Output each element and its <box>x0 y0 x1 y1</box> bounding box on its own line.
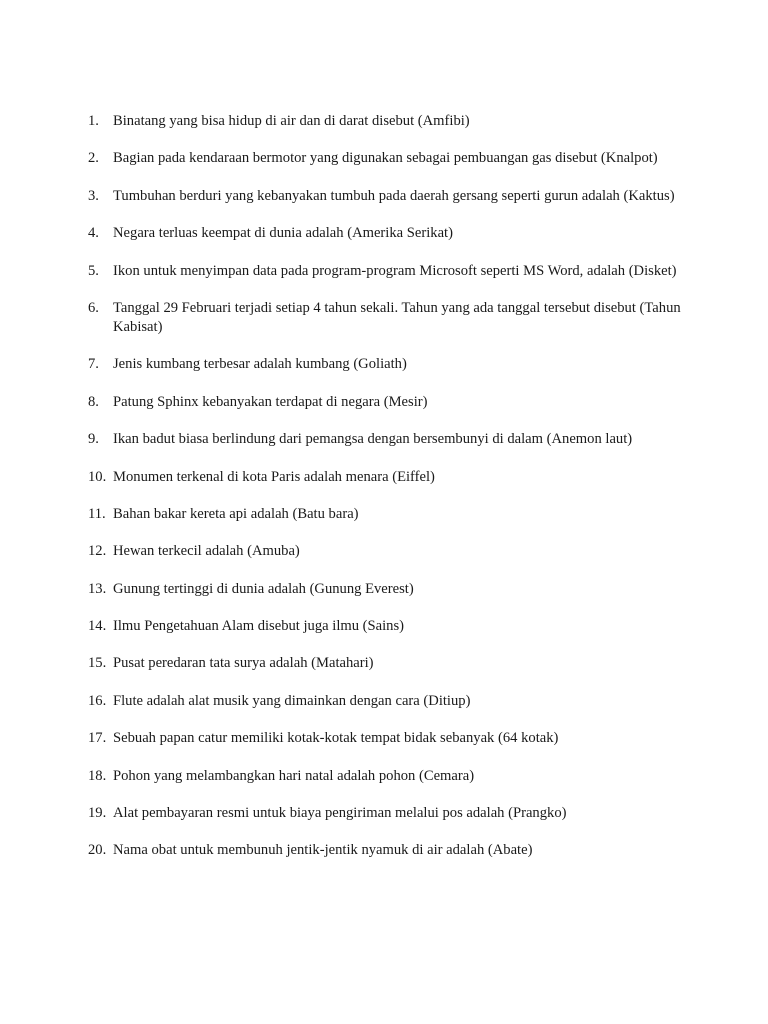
item-text: Negara terluas keempat di dunia adalah (Amerika Serikat) <box>113 225 453 242</box>
list-item <box>88 262 688 281</box>
item-text: Pohon yang melambangkan hari natal adalah pohon (Cemara) <box>113 767 475 784</box>
list-item <box>88 468 688 487</box>
item-text: Gunung tertinggi di dunia adalah (Gunung Everest) <box>113 580 414 597</box>
item-text: Bagian pada kendaraan bermotor yang digunakan sebagai pembuangan gas disebut (Knalpot) <box>113 150 658 167</box>
list-item <box>88 580 688 599</box>
list-item <box>88 654 688 673</box>
list-item <box>88 149 688 168</box>
item-number: 7. <box>88 356 99 373</box>
item-text: Hewan terkecil adalah (Amuba) <box>113 543 300 560</box>
item-number: 8. <box>88 393 99 410</box>
item-text: Ikon untuk menyimpan data pada program-program Microsoft seperti MS Word, adalah (Disket) <box>113 262 677 279</box>
item-number: 16. <box>88 692 107 709</box>
item-text: Monumen terkenal di kota Paris adalah menara (Eiffel) <box>113 468 435 485</box>
list-item <box>88 729 688 748</box>
item-number: 17. <box>88 730 107 747</box>
item-number: 3. <box>88 187 99 204</box>
item-number: 15. <box>88 655 107 672</box>
item-number: 9. <box>88 431 99 448</box>
item-text: Binatang yang bisa hidup di air dan di darat disebut (Amfibi) <box>113 113 470 129</box>
item-number: 4. <box>88 225 99 242</box>
question-answer-list <box>88 112 688 879</box>
item-number: 11. <box>88 505 106 522</box>
item-text: Alat pembayaran resmi untuk biaya pengiriman melalui pos adalah (Prangko) <box>113 805 567 822</box>
list-item <box>88 841 688 860</box>
list-item <box>88 224 688 243</box>
item-number: 18. <box>88 767 107 784</box>
list-item <box>88 617 688 636</box>
item-number: 13. <box>88 580 107 597</box>
list-item <box>88 299 688 337</box>
item-text: Nama obat untuk membunuh jentik-jentik nyamuk di air adalah (Abate) <box>113 842 533 859</box>
item-text: Pusat peredaran tata surya adalah (Matahari) <box>113 655 374 672</box>
item-text: Patung Sphinx kebanyakan terdapat di negara (Mesir) <box>113 393 428 410</box>
list-item <box>88 355 688 374</box>
item-text: Flute adalah alat musik yang dimainkan dengan cara (Ditiup) <box>113 692 471 709</box>
item-number: 19. <box>88 805 107 822</box>
item-text: Ikan badut biasa berlindung dari pemangsa dengan bersembunyi di dalam (Anemon laut) <box>113 431 633 448</box>
item-text: Bahan bakar kereta api adalah (Batu bara) <box>113 505 359 522</box>
item-number: 1. <box>88 113 99 129</box>
list-item <box>88 112 688 131</box>
item-number: 20. <box>88 842 107 859</box>
list-item <box>88 692 688 711</box>
item-text: Tumbuhan berduri yang kebanyakan tumbuh pada daerah gersang seperti gurun adalah (Kaktus) <box>113 187 675 204</box>
list-item <box>88 430 688 449</box>
item-text: Jenis kumbang terbesar adalah kumbang (Goliath) <box>113 356 407 373</box>
item-number: 12. <box>88 543 107 560</box>
list-item <box>88 187 688 206</box>
item-number: 6. <box>88 299 99 316</box>
item-number: 10. <box>88 468 107 485</box>
item-number: 2. <box>88 150 99 167</box>
list-item <box>88 393 688 412</box>
item-text: Tanggal 29 Februari terjadi setiap 4 tahun sekali. Tahun yang ada tanggal tersebut disebut (Tahun Kabisat) <box>113 299 681 335</box>
item-text: Sebuah papan catur memiliki kotak-kotak tempat bidak sebanyak (64 kotak) <box>113 730 559 747</box>
list-item <box>88 804 688 823</box>
list-item <box>88 767 688 786</box>
item-number: 14. <box>88 618 107 635</box>
item-text: Ilmu Pengetahuan Alam disebut juga ilmu (Sains) <box>113 618 405 635</box>
list-item <box>88 505 688 524</box>
list-item <box>88 542 688 561</box>
item-number: 5. <box>88 262 99 279</box>
